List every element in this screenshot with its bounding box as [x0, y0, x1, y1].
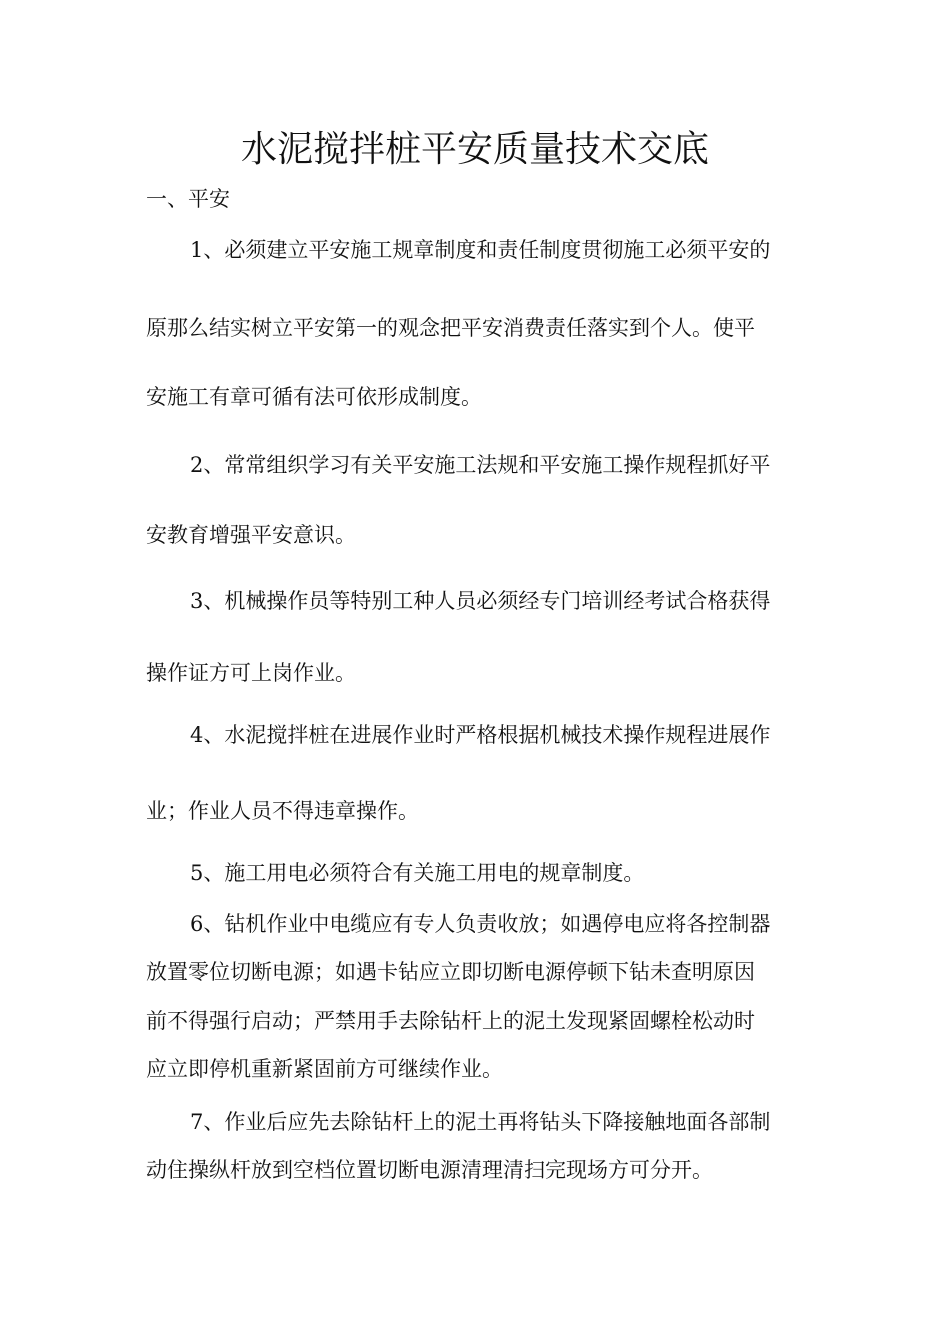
paragraph-4-line-2: 业；作业人员不得违章操作。	[146, 799, 419, 823]
paragraph-1-line-3: 安施工有章可循有法可依形成制度。	[146, 385, 482, 409]
section-heading: 一、平安	[146, 187, 230, 211]
paragraph-4-line-1: 4、水泥搅拌桩在进展作业时严格根据机械技术操作规程进展作	[190, 723, 771, 747]
paragraph-6-line-3: 前不得强行启动；严禁用手去除钻杆上的泥土发现紧固螺栓松动时	[146, 1009, 755, 1033]
document-title: 水泥搅拌桩平安质量技术交底	[240, 129, 709, 170]
paragraph-5-line-1: 5、施工用电必须符合有关施工用电的规章制度。	[190, 861, 645, 885]
paragraph-7-line-1: 7、作业后应先去除钻杆上的泥土再将钻头下降接触地面各部制	[190, 1110, 771, 1134]
paragraph-1-line-1: 1、必须建立平安施工规章制度和责任制度贯彻施工必须平安的	[190, 238, 771, 262]
paragraph-6-line-2: 放置零位切断电源；如遇卡钻应立即切断电源停顿下钻未查明原因	[146, 960, 755, 984]
paragraph-3-line-2: 操作证方可上岗作业。	[146, 661, 356, 685]
paragraph-1-line-2: 原那么结实树立平安第一的观念把平安消费责任落实到个人。使平	[146, 316, 755, 340]
paragraph-7-line-2: 动住操纵杆放到空档位置切断电源清理清扫完现场方可分开。	[146, 1158, 713, 1182]
paragraph-6-line-1: 6、钻机作业中电缆应有专人负责收放；如遇停电应将各控制器	[190, 912, 771, 936]
paragraph-3-line-1: 3、机械操作员等特别工种人员必须经专门培训经考试合格获得	[190, 589, 771, 613]
paragraph-6-line-4: 应立即停机重新紧固前方可继续作业。	[146, 1057, 503, 1081]
paragraph-2-line-2: 安教育增强平安意识。	[146, 523, 356, 547]
paragraph-2-line-1: 2、常常组织学习有关平安施工法规和平安施工操作规程抓好平	[190, 453, 771, 477]
